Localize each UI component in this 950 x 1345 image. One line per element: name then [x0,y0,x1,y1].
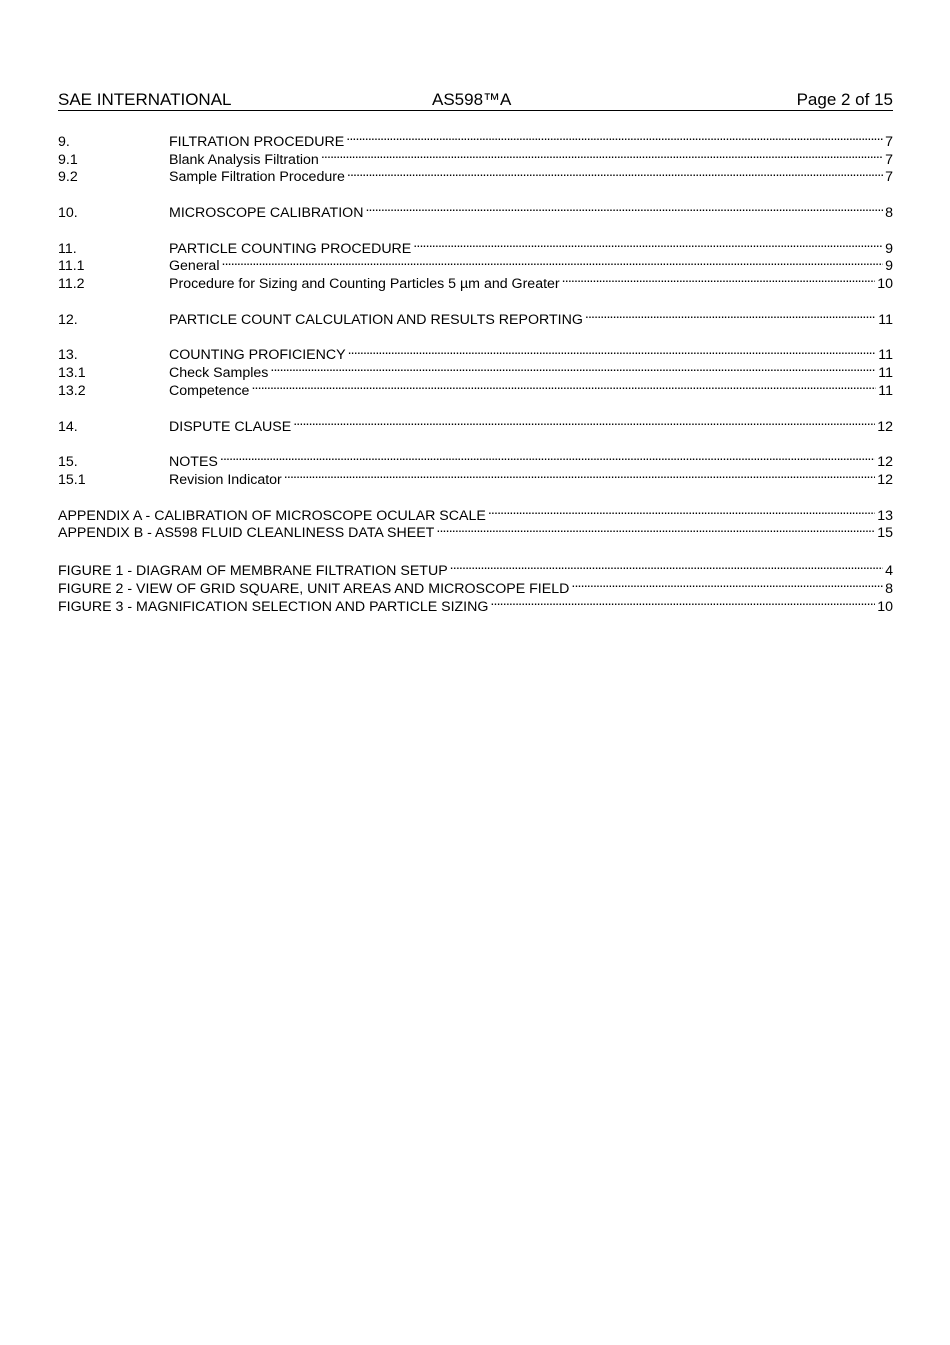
toc-entry-page: 7 [885,169,893,186]
dot-leader [249,377,876,395]
toc-entry-title: Revision Indicator [169,471,282,488]
toc-entry-title: PARTICLE COUNT CALCULATION AND RESULTS REPORTING [169,311,583,328]
dot-leader [569,575,883,593]
appendix-entry-page: 13 [877,507,893,524]
figure-entry-page: 4 [885,563,893,580]
toc-entry-number: 15.1 [58,471,86,488]
toc-entry-title: Competence [169,382,250,399]
toc-entry-page: 9 [885,258,893,275]
table-of-contents [58,128,893,615]
toc-entry-page: 10 [877,276,893,293]
toc-entry-page: 7 [885,133,893,150]
toc-entry-page: 8 [885,204,893,221]
toc-entry-title: MICROSCOPE CALIBRATION [169,204,364,221]
dot-leader [488,593,875,611]
toc-entry-page: 11 [878,347,893,364]
dot-leader [282,466,875,484]
toc-entry-number: 10. [58,204,78,221]
dot-leader [346,342,877,360]
toc-entry-title: DISPUTE CLAUSE [169,418,292,435]
toc-entry[interactable] [58,413,893,435]
appendix-entry-title: APPENDIX B - AS598 FLUID CLEANLINESS DATA SHEET [58,525,435,542]
toc-entry-page: 12 [877,454,893,471]
toc-entry-title: FILTRATION PROCEDURE [169,133,345,150]
header-page-number: Page 2 of 15 [796,90,893,109]
toc-entry-page: 12 [877,418,893,435]
toc-entry-number: 9. [58,133,70,150]
toc-entry-number: 13.1 [58,365,86,382]
page-header [58,90,893,111]
appendix-entry[interactable] [58,502,893,524]
toc-entry-title: Check Samples [169,365,269,382]
dot-leader [448,557,883,575]
toc-entry-title: Blank Analysis Filtration [169,151,319,168]
dot-leader [345,164,883,182]
toc-entry-title: PARTICLE COUNTING PROCEDURE [169,240,412,257]
appendix-entry-page: 15 [877,525,893,542]
toc-entry-number: 13.2 [58,382,86,399]
toc-entry-number: 11. [58,240,77,257]
toc-entry-number: 9.2 [58,169,78,186]
figure-entry-title: FIGURE 1 - DIAGRAM OF MEMBRANE FILTRATION SETUP [58,563,448,580]
toc-entry[interactable] [58,306,893,328]
toc-entry-page: 9 [885,240,893,257]
dot-leader [560,270,876,288]
toc-entry[interactable] [58,199,893,221]
dot-leader [344,128,883,146]
appendix-entry-title: APPENDIX A - CALIBRATION OF MICROSCOPE OCULAR SCALE [58,507,486,524]
toc-entry-page: 11 [878,365,893,382]
toc-entry-number: 13. [58,347,78,364]
toc-entry[interactable] [58,342,893,364]
dot-leader [486,502,875,520]
dot-leader [219,253,883,271]
toc-entry-number: 15. [58,454,78,471]
toc-entry-number: 11.2 [58,276,85,293]
toc-entry-page: 11 [878,311,893,328]
figure-entry-page: 8 [885,580,893,597]
dot-leader [411,235,883,253]
toc-entry-title: NOTES [169,454,218,471]
toc-entry-number: 11.1 [58,258,85,275]
toc-entry-number: 12. [58,311,78,328]
toc-entry-page: 7 [885,151,893,168]
toc-entry-number: 9.1 [58,151,78,168]
toc-entry-page: 12 [877,471,893,488]
toc-entry[interactable] [58,128,893,150]
toc-entry[interactable] [58,448,893,471]
dot-leader [319,146,883,164]
figure-entry-page: 10 [877,598,893,615]
figure-entry[interactable] [58,557,893,580]
figure-entry-title: FIGURE 3 - MAGNIFICATION SELECTION AND PARTICLE SIZING [58,598,489,615]
dot-leader [583,306,876,324]
toc-entry-title: COUNTING PROFICIENCY [169,347,346,364]
dot-leader [218,448,875,466]
figure-entry-title: FIGURE 2 - VIEW OF GRID SQUARE, UNIT AREAS AND MICROSCOPE FIELD [58,580,570,597]
dot-leader [434,520,875,538]
toc-entry[interactable] [58,235,893,257]
header-organization: SAE INTERNATIONAL [58,90,232,109]
toc-entry-title: General [169,258,220,275]
dot-leader [291,413,875,431]
dot-leader [363,199,883,217]
dot-leader [268,359,876,377]
toc-entry-title: Procedure for Sizing and Counting Particles 5 µm and Greater [169,276,560,293]
toc-entry-page: 11 [878,382,893,399]
header-document-id: AS598™A [432,90,512,109]
toc-entry-title: Sample Filtration Procedure [169,169,345,186]
toc-entry-number: 14. [58,418,78,435]
